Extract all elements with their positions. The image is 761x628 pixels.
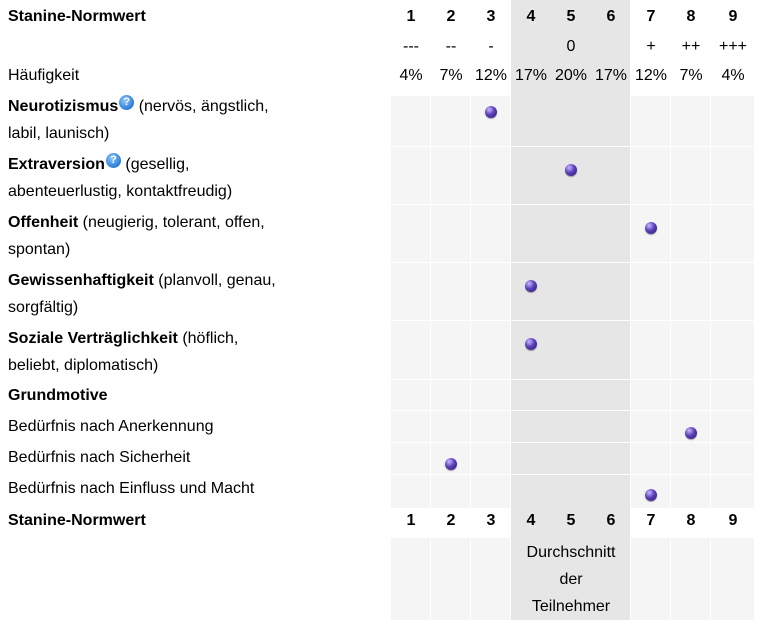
motive-sicherheit: Bedürfnis nach Sicherheit bbox=[8, 449, 191, 466]
freq-col-9: 4% bbox=[721, 67, 745, 84]
motives-heading: Grundmotive bbox=[8, 387, 108, 404]
row-sep bbox=[391, 146, 754, 147]
header-col-8: 8 bbox=[686, 8, 696, 25]
freq-col-3: 12% bbox=[474, 67, 508, 84]
trait-desc: (planvoll, genau, bbox=[158, 272, 276, 289]
sign-col-5: 0 bbox=[566, 38, 576, 55]
freq-col-4: 17% bbox=[514, 67, 548, 84]
row-sep bbox=[391, 204, 754, 205]
sign-col-8: ++ bbox=[681, 38, 701, 55]
header-col-5: 5 bbox=[566, 8, 576, 25]
row-sep bbox=[391, 474, 754, 475]
trait-desc: (höflich, bbox=[182, 330, 239, 347]
freq-col-7: 12% bbox=[634, 67, 668, 84]
header-col-6: 6 bbox=[606, 8, 616, 25]
trait-desc-2: labil, launisch) bbox=[8, 125, 110, 142]
trait-name: Neurotizismus bbox=[8, 98, 119, 115]
header-col-9: 9 bbox=[728, 8, 738, 25]
row-sep bbox=[391, 410, 754, 411]
trait-name: Gewissenhaftigkeit bbox=[8, 272, 154, 289]
help-icon[interactable]: ? bbox=[119, 95, 134, 110]
freq-col-5: 20% bbox=[554, 67, 588, 84]
header-title: Stanine-Normwert bbox=[8, 8, 146, 25]
trait-desc: (gesellig, bbox=[125, 156, 190, 173]
footer-col-1: 1 bbox=[406, 512, 416, 529]
trait-row-gewissenhaftigkeit bbox=[8, 267, 276, 321]
row-sep bbox=[391, 442, 754, 443]
header-col-4: 4 bbox=[526, 8, 536, 25]
average-note-line2: der bbox=[559, 571, 583, 588]
row-sep bbox=[391, 262, 754, 263]
footer-col-4: 4 bbox=[526, 512, 536, 529]
sign-col-7: + bbox=[646, 38, 656, 55]
footer-col-5: 5 bbox=[566, 512, 576, 529]
trait-row-vertraeglichkeit bbox=[8, 325, 238, 379]
header-col-7: 7 bbox=[646, 8, 656, 25]
col-bg-7 bbox=[631, 96, 671, 508]
footer-col-2: 2 bbox=[446, 512, 456, 529]
header-col-3: 3 bbox=[486, 8, 496, 25]
trait-desc-2: sorgfältig) bbox=[8, 299, 79, 316]
average-note-line3: Teilnehmer bbox=[531, 598, 611, 615]
average-band-left bbox=[391, 538, 511, 620]
average-note bbox=[511, 539, 631, 620]
score-marker-neurotizismus bbox=[485, 106, 497, 118]
freq-col-1: 4% bbox=[399, 67, 423, 84]
score-marker-sicherheit bbox=[445, 458, 457, 470]
footer-col-6: 6 bbox=[606, 512, 616, 529]
footer-title: Stanine-Normwert bbox=[8, 512, 146, 529]
freq-col-8: 7% bbox=[679, 67, 703, 84]
score-marker-offenheit bbox=[645, 222, 657, 234]
score-marker-gewissenhaftigkeit bbox=[525, 280, 537, 292]
frequency-label: Häufigkeit bbox=[8, 67, 80, 84]
help-icon[interactable]: ? bbox=[106, 153, 121, 168]
trait-row-neurotizismus bbox=[8, 93, 269, 147]
motive-anerkennung: Bedürfnis nach Anerkennung bbox=[8, 418, 214, 435]
col-bg-1 bbox=[391, 96, 431, 508]
col-bg-9 bbox=[711, 96, 754, 508]
score-marker-einfluss bbox=[645, 489, 657, 501]
trait-name: Offenheit bbox=[8, 214, 79, 231]
trait-desc-2: beliebt, diplomatisch) bbox=[8, 357, 159, 374]
average-note-line1: Durchschnitt bbox=[526, 544, 616, 561]
trait-row-extraversion bbox=[8, 151, 232, 205]
score-marker-extraversion bbox=[565, 164, 577, 176]
col-bg-3 bbox=[471, 96, 511, 508]
sign-col-1: --- bbox=[403, 38, 419, 55]
footer-col-7: 7 bbox=[646, 512, 656, 529]
trait-name: Extraversion bbox=[8, 156, 105, 173]
row-sep bbox=[391, 379, 754, 380]
trait-name: Soziale Verträglichkeit bbox=[8, 330, 178, 347]
footer-col-8: 8 bbox=[686, 512, 696, 529]
sign-col-3: - bbox=[488, 38, 494, 55]
sign-col-2: -- bbox=[445, 38, 457, 55]
motive-einfluss: Bedürfnis nach Einfluss und Macht bbox=[8, 480, 255, 497]
sign-col-9: +++ bbox=[718, 38, 748, 55]
col-bg-2 bbox=[431, 96, 471, 508]
footer-col-9: 9 bbox=[728, 512, 738, 529]
col-bg-8 bbox=[671, 96, 711, 508]
header-col-2: 2 bbox=[446, 8, 456, 25]
freq-col-2: 7% bbox=[439, 67, 463, 84]
trait-desc-2: spontan) bbox=[8, 241, 71, 258]
trait-desc: (neugierig, tolerant, offen, bbox=[82, 214, 265, 231]
header-col-1: 1 bbox=[406, 8, 416, 25]
trait-desc-2: abenteuerlustig, kontaktfreudig) bbox=[8, 183, 233, 200]
footer-col-3: 3 bbox=[486, 512, 496, 529]
trait-row-offenheit bbox=[8, 209, 265, 263]
row-sep bbox=[391, 320, 754, 321]
freq-col-6: 17% bbox=[594, 67, 628, 84]
trait-desc: (nervös, ängstlich, bbox=[138, 98, 269, 115]
average-band-right bbox=[631, 538, 754, 620]
score-marker-anerkennung bbox=[685, 427, 697, 439]
score-marker-vertraeglichkeit bbox=[525, 338, 537, 350]
